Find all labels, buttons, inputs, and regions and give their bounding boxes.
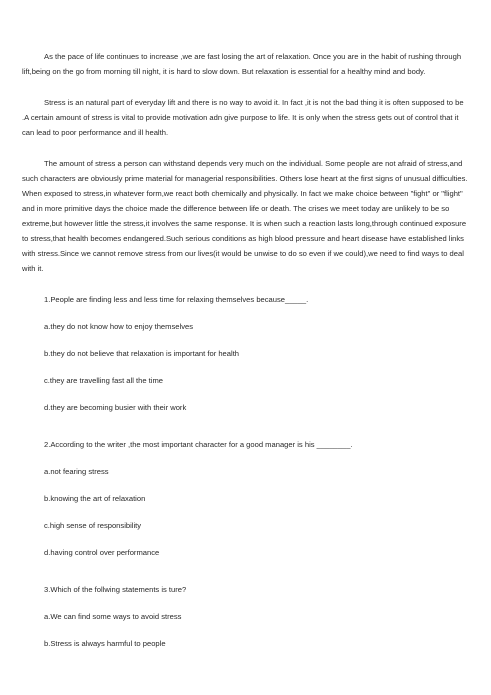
- document-page: [22, 49, 470, 673]
- question-option: b.knowing the art of relaxation: [44, 494, 146, 503]
- question-stem: 2.According to the writer ,the most important character for a good manager is his ________.: [44, 440, 353, 449]
- question-option: b.they do not believe that relaxation is important for health: [44, 349, 240, 358]
- question-3: [22, 582, 470, 663]
- question-option: c.they are travelling fast all the time: [44, 376, 164, 385]
- question-option: c.high sense of responsibility: [44, 521, 142, 530]
- question-stem: 1.People are finding less and less time for relaxing themselves because_____.: [44, 295, 309, 304]
- question-option: b.Stress is always harmful to people: [44, 639, 166, 648]
- question-option: d.they are becoming busier with their work: [44, 403, 187, 412]
- question-option: a.not fearing stress: [44, 467, 109, 476]
- question-2: [22, 437, 470, 572]
- passage-paragraph-3: The amount of stress a person can withstand depends very much on the individual. Some people are not afraid of stress,and such characters are obviously prime material for managerial responsibilities. Others lose heart at the first signs of unusual difficulties. When exposed to stress,in whatever form,we react both chemically and physically. In fact we make choice between "fight" or "flight" and in more primitive days the choice made the difference between life or death. The crises we meet today are unlikely to be so extreme,but however little the stress,it involves the same response. It is when such a reaction lasts long,through continued exposure to stress,that health becomes endangered.Such serious conditions as high blood pressure and heart disease have established links with stress.Since we cannot remove stress from our lives(it would be unwise to do so even if we could),we need to find ways to deal with it.: [22, 159, 468, 273]
- question-option: a.they do not know how to enjoy themselves: [44, 322, 194, 331]
- passage-paragraph-1: As the pace of life continues to increase ,we are fast losing the art of relaxation. Once you are in the habit of rushing through lift,being on the go from morning till night, it is hard to slow down. But relaxation is essential for a healthy mind and body.: [22, 52, 462, 76]
- question-stem: 3.Which of the follwing statements is ture?: [44, 585, 187, 594]
- question-option: a.We can find some ways to avoid stress: [44, 612, 182, 621]
- question-1: [22, 292, 470, 427]
- question-option: d.having control over performance: [44, 548, 160, 557]
- passage-paragraph-2: Stress is an natural part of everyday lift and there is no way to avoid it. In fact ,it is not the bad thing it is often supposed to be .A certain amount of stress is vital to provide motivation adn give purpose to life. It is only when the stress gets out of control that it can lead to poor performance and ill health.: [22, 98, 464, 137]
